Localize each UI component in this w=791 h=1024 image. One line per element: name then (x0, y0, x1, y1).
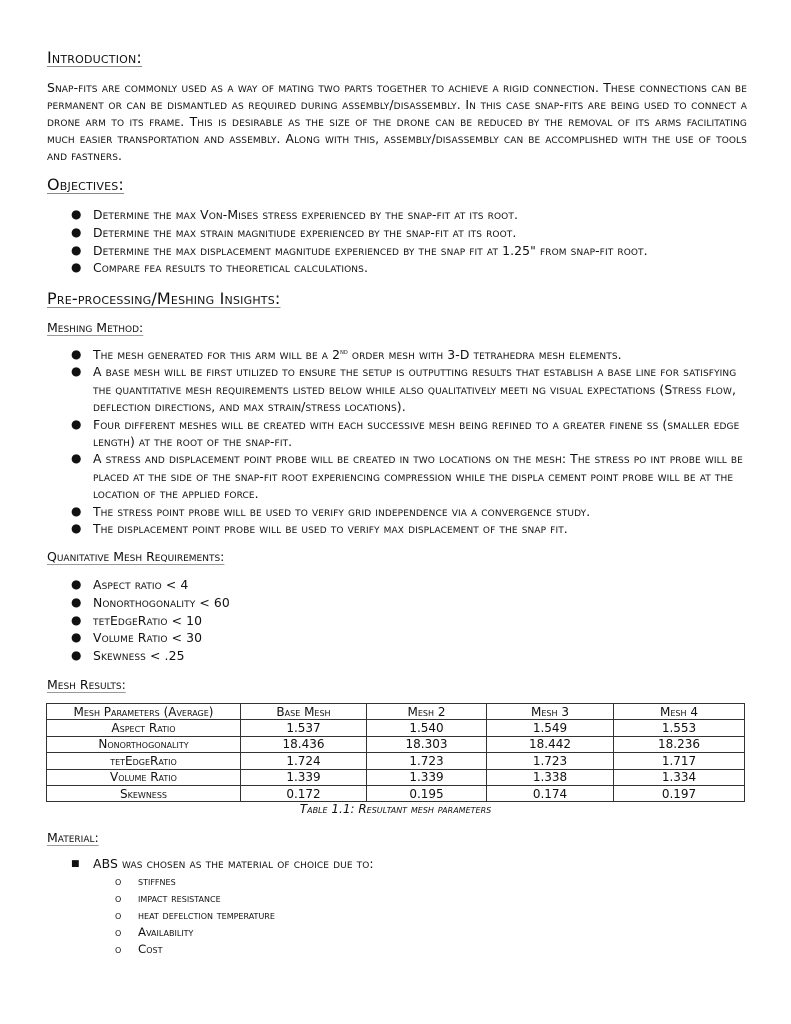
table-cell: Volume Ratio (47, 769, 241, 785)
table-header-cell: Mesh 2 (367, 704, 487, 720)
list-item: ● Determine the max Von-Mises stress experienced by the snap-fit at its root. (71, 207, 518, 222)
bullet-icon: ● (71, 451, 82, 466)
mesh-results-heading: Mesh Results: (47, 677, 126, 692)
list-item: ● The stress point probe will be used to verify grid independence via a convergence study. (71, 503, 591, 519)
list-item: ● A base mesh will be first utilized to ensure the setup is outputting results that establish a base line for satisfying the quantitative mesh requirements listed below while also qualitatively meeti ng visual expectations (Stress flow, deflection directions, and max strain/stress locations). (71, 364, 737, 415)
table-cell: 1.339 (241, 769, 367, 785)
list-item: ● Compare fea results to theoretical calculations. (71, 260, 368, 276)
table-cell: Aspect Ratio (47, 720, 241, 736)
list-item: ● Determine the max displacement magnitude experienced by the snap fit at 1.25" from snap-fit root. (71, 242, 648, 258)
table-cell: 18.442 (487, 736, 614, 752)
table-caption: Table 1.1: Resultant mesh parameters (299, 802, 492, 816)
list-item: ● Skewness < .25 (71, 648, 185, 664)
list-item: o stiffnes (115, 874, 176, 888)
list-item: ● The mesh generated for this arm will be a 2nd order mesh with 3-D tetrahedra mesh elements. (71, 347, 622, 362)
objectives-list (0, 206, 745, 277)
material-list (0, 855, 745, 873)
table-header-cell: Mesh 4 (614, 704, 745, 720)
table-cell: 0.172 (241, 785, 367, 801)
table-cell: 18.236 (614, 736, 745, 752)
table-header-cell: Mesh 3 (487, 704, 614, 720)
table-row (47, 785, 745, 801)
introduction-heading: Introduction: (47, 48, 143, 67)
requirements-list (0, 576, 745, 665)
bullet-icon: ● (71, 260, 82, 275)
table-cell: 1.540 (367, 720, 487, 736)
table-cell: 1.339 (367, 769, 487, 785)
bullet-icon: ● (71, 594, 82, 609)
circle-bullet-icon: o (115, 892, 122, 905)
list-item: ■ ABS was chosen as the material of choice due to: (0, 855, 745, 873)
table-cell: 0.195 (367, 785, 487, 801)
circle-bullet-icon: o (115, 926, 122, 939)
list-item: ● Nonorthogonality < 60 (71, 594, 230, 610)
material-heading: Material: (47, 830, 99, 845)
mesh-results-table (46, 703, 745, 802)
list-item: ● The displacement point probe will be used to verify max displacement of the snap fit. (71, 521, 568, 537)
bullet-icon: ● (71, 207, 82, 221)
table-header-cell: Mesh Parameters (Average) (47, 704, 241, 720)
bullet-icon: ● (71, 521, 82, 536)
table-cell: Nonorthogonality (47, 736, 241, 752)
table-row (47, 753, 745, 769)
material-sublist (0, 873, 275, 958)
table-row (47, 769, 745, 785)
list-item: ● Aspect ratio < 4 (71, 577, 189, 592)
bullet-icon: ● (71, 224, 82, 239)
bullet-icon: ● (71, 612, 82, 627)
table-cell: 1.537 (241, 720, 367, 736)
meshing-method-heading: Meshing Method: (47, 320, 144, 335)
table-cell: 1.338 (487, 769, 614, 785)
table-cell: 1.723 (367, 753, 487, 769)
table-cell: 1.549 (487, 720, 614, 736)
circle-bullet-icon: o (115, 875, 122, 888)
bullet-icon: ● (71, 577, 82, 591)
circle-bullet-icon: o (115, 943, 122, 956)
introduction-paragraph: Snap-fits are commonly used as a way of mating two parts together to achieve a rigid connection. These connections can be permanent or can be dismantled as required during assembly/disassembly. In this case snap-fits are being used to connect a drone arm to its frame. This is desirable as the size of the drone can be reduced by the removal of its arms facilitating much easier transportation and assembly. Along with this, assembly/disassembly can be accomplished with the use of tools and fastners. (47, 80, 747, 163)
list-item: ● A stress and displacement point probe will be created in two locations on the mesh: The stress po int probe will be placed at the side of the snap-fit root experiencing compression while the displa cement point probe will be at the location of the applied force. (71, 451, 743, 502)
table-cell: 0.197 (614, 785, 745, 801)
list-item: ● tetEdgeRatio < 10 (71, 612, 203, 628)
preprocessing-heading: Pre-processing/Meshing Insights: (47, 289, 281, 308)
table-cell: 1.724 (241, 753, 367, 769)
table-cell: 18.436 (241, 736, 367, 752)
requirements-heading: Quanitative Mesh Requirements: (47, 549, 225, 564)
bullet-icon: ● (71, 503, 82, 518)
list-item: o impact resistance (115, 891, 221, 905)
list-item: ● Four different meshes will be created with each successive mesh being refined to a greater finene ss (smaller edge length) at the root of the snap-fit. (71, 416, 740, 450)
objectives-heading: Objectives: (47, 175, 125, 194)
list-item: o heat defelction temperature (115, 908, 275, 922)
bullet-icon: ● (71, 364, 82, 379)
table-row (47, 736, 745, 752)
table-cell: 1.723 (487, 753, 614, 769)
table-row (47, 720, 745, 736)
table-cell: Skewness (47, 785, 241, 801)
table-cell: 1.334 (614, 769, 745, 785)
list-item: o Availability (115, 925, 194, 939)
list-item: ● Volume Ratio < 30 (71, 630, 203, 646)
table-header-cell: Base Mesh (241, 704, 367, 720)
table-cell: 1.717 (614, 753, 745, 769)
bullet-icon: ● (71, 630, 82, 645)
list-item: ● Determine the max strain magnitiude experienced by the snap-fit at its root. (71, 224, 517, 240)
square-bullet-icon: ■ (71, 859, 80, 869)
bullet-icon: ● (71, 347, 82, 361)
bullet-icon: ● (71, 648, 82, 663)
table-cell: 1.553 (614, 720, 745, 736)
bullet-icon: ● (71, 242, 82, 257)
list-item: o Cost (115, 942, 163, 956)
table-header-row (47, 704, 745, 720)
meshing-method-list (0, 346, 745, 537)
circle-bullet-icon: o (115, 909, 122, 922)
table-cell: 0.174 (487, 785, 614, 801)
table-cell: tetEdgeRatio (47, 753, 241, 769)
bullet-icon: ● (71, 416, 82, 431)
table-cell: 18.303 (367, 736, 487, 752)
